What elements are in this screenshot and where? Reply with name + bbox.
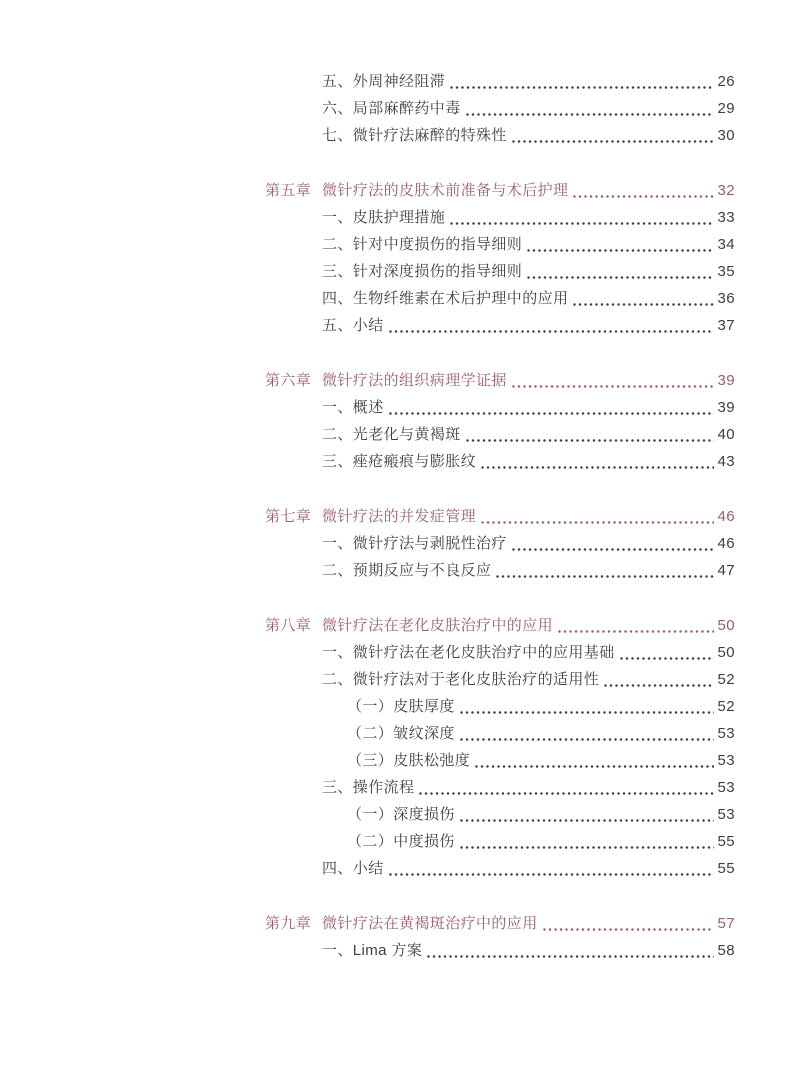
dot-leader <box>450 86 714 89</box>
page-number: 43 <box>717 453 735 470</box>
toc-entry-title: 微针疗法的皮肤术前准备与术后护理 <box>322 182 569 199</box>
toc-row <box>265 530 735 557</box>
chapter-number-label: 第五章 <box>265 182 312 199</box>
toc-row <box>265 421 735 448</box>
page-number: 50 <box>717 617 735 634</box>
chapter-number-label: 第六章 <box>265 372 312 389</box>
toc-entry-title: 三、痤疮瘢痕与膨胀纹 <box>322 453 477 470</box>
dot-leader <box>389 873 714 876</box>
toc-entry-title: 一、微针疗法与剥脱性治疗 <box>322 535 507 552</box>
toc-entry-title: （二）皱纹深度 <box>347 725 455 742</box>
dot-leader <box>460 819 714 822</box>
toc-row <box>265 285 735 312</box>
dot-leader <box>427 955 714 958</box>
toc-row <box>265 720 735 747</box>
toc-row <box>265 448 735 475</box>
toc-row <box>265 68 735 95</box>
toc-row <box>265 855 735 882</box>
dot-leader <box>604 684 714 687</box>
toc-entry-title: 三、针对深度损伤的指导细则 <box>322 263 523 280</box>
toc-row <box>265 394 735 421</box>
page-number: 34 <box>717 236 735 253</box>
toc-row <box>265 503 735 530</box>
toc-row <box>265 231 735 258</box>
page-number: 50 <box>717 644 735 661</box>
page-number: 29 <box>717 100 735 117</box>
toc-entry-title: 七、微针疗法麻醉的特殊性 <box>322 127 507 144</box>
toc-row <box>265 557 735 584</box>
chapter-number-label: 第七章 <box>265 508 312 525</box>
toc-row <box>265 204 735 231</box>
dot-leader <box>573 195 714 198</box>
dot-leader <box>419 792 714 795</box>
page-number: 57 <box>717 915 735 932</box>
dot-leader <box>512 385 714 388</box>
toc-row <box>265 693 735 720</box>
toc-row <box>265 612 735 639</box>
dot-leader <box>389 412 714 415</box>
dot-leader <box>481 521 714 524</box>
toc-entry-title: 四、生物纤维素在术后护理中的应用 <box>322 290 569 307</box>
toc-row <box>265 95 735 122</box>
dot-leader <box>466 439 714 442</box>
dot-leader <box>527 276 714 279</box>
page-number: 52 <box>717 698 735 715</box>
toc-entry-title: 一、Lima 方案 <box>322 942 423 959</box>
page-number: 46 <box>717 535 735 552</box>
page-number: 40 <box>717 426 735 443</box>
dot-leader <box>460 711 714 714</box>
toc-entry-title: 二、光老化与黄褐斑 <box>322 426 461 443</box>
page-number: 52 <box>717 671 735 688</box>
dot-leader <box>389 330 714 333</box>
page-number: 53 <box>717 725 735 742</box>
toc-row <box>265 177 735 204</box>
page-number: 46 <box>717 508 735 525</box>
toc-entry-title: 五、小结 <box>322 317 384 334</box>
toc-entry-title: 四、小结 <box>322 860 384 877</box>
toc-entry-title: 五、外周神经阻滞 <box>322 73 446 90</box>
toc-entry-title: （一）皮肤厚度 <box>347 698 455 715</box>
toc-row <box>265 312 735 339</box>
toc-row <box>265 367 735 394</box>
toc-entry-title: 微针疗法在老化皮肤治疗中的应用 <box>322 617 554 634</box>
dot-leader <box>527 249 714 252</box>
page-number: 39 <box>717 372 735 389</box>
dot-leader <box>450 222 714 225</box>
dot-leader <box>460 738 714 741</box>
page-number: 53 <box>717 752 735 769</box>
chapter-number-label: 第八章 <box>265 617 312 634</box>
dot-leader <box>496 575 714 578</box>
toc-row <box>265 666 735 693</box>
toc-row <box>265 828 735 855</box>
toc-entry-title: 微针疗法的并发症管理 <box>322 508 477 525</box>
page-number: 36 <box>717 290 735 307</box>
toc-entry-title: 六、局部麻醉药中毒 <box>322 100 461 117</box>
toc-entry-title: 微针疗法在黄褐斑治疗中的应用 <box>322 915 538 932</box>
toc-row <box>265 747 735 774</box>
page-number: 32 <box>717 182 735 199</box>
page-number: 39 <box>717 399 735 416</box>
toc-entry-title: 一、微针疗法在老化皮肤治疗中的应用基础 <box>322 644 615 661</box>
toc-entry-title: 一、皮肤护理措施 <box>322 209 446 226</box>
page-number: 53 <box>717 806 735 823</box>
dot-leader <box>573 303 714 306</box>
toc-entry-title: 二、预期反应与不良反应 <box>322 562 492 579</box>
toc-entry-title: （三）皮肤松弛度 <box>347 752 471 769</box>
toc-entry-title: 微针疗法的组织病理学证据 <box>322 372 507 389</box>
toc-row <box>265 774 735 801</box>
dot-leader <box>543 928 714 931</box>
toc-row <box>265 910 735 937</box>
page-number: 53 <box>717 779 735 796</box>
dot-leader <box>512 140 714 143</box>
toc-row <box>265 801 735 828</box>
toc-row <box>265 937 735 964</box>
dot-leader <box>558 630 714 633</box>
toc-entry-title: （二）中度损伤 <box>347 833 455 850</box>
dot-leader <box>620 657 714 660</box>
page-number: 30 <box>717 127 735 144</box>
toc-row <box>265 258 735 285</box>
page-number: 55 <box>717 860 735 877</box>
page-number: 47 <box>717 562 735 579</box>
dot-leader <box>475 765 714 768</box>
toc-entry-title: 二、针对中度损伤的指导细则 <box>322 236 523 253</box>
dot-leader <box>512 548 714 551</box>
chapter-number-label: 第九章 <box>265 915 312 932</box>
page-number: 33 <box>717 209 735 226</box>
page-number: 37 <box>717 317 735 334</box>
toc-row <box>265 639 735 666</box>
toc-entry-title: 三、操作流程 <box>322 779 415 796</box>
toc-entry-title: 二、微针疗法对于老化皮肤治疗的适用性 <box>322 671 600 688</box>
toc-row <box>265 122 735 149</box>
page-number: 26 <box>717 73 735 90</box>
page-number: 35 <box>717 263 735 280</box>
dot-leader <box>460 846 714 849</box>
page-number: 55 <box>717 833 735 850</box>
page-number: 58 <box>717 942 735 959</box>
dot-leader <box>481 466 714 469</box>
toc-entry-title: 一、概述 <box>322 399 384 416</box>
table-of-contents <box>265 68 735 964</box>
dot-leader <box>466 113 714 116</box>
toc-entry-title: （一）深度损伤 <box>347 806 455 823</box>
